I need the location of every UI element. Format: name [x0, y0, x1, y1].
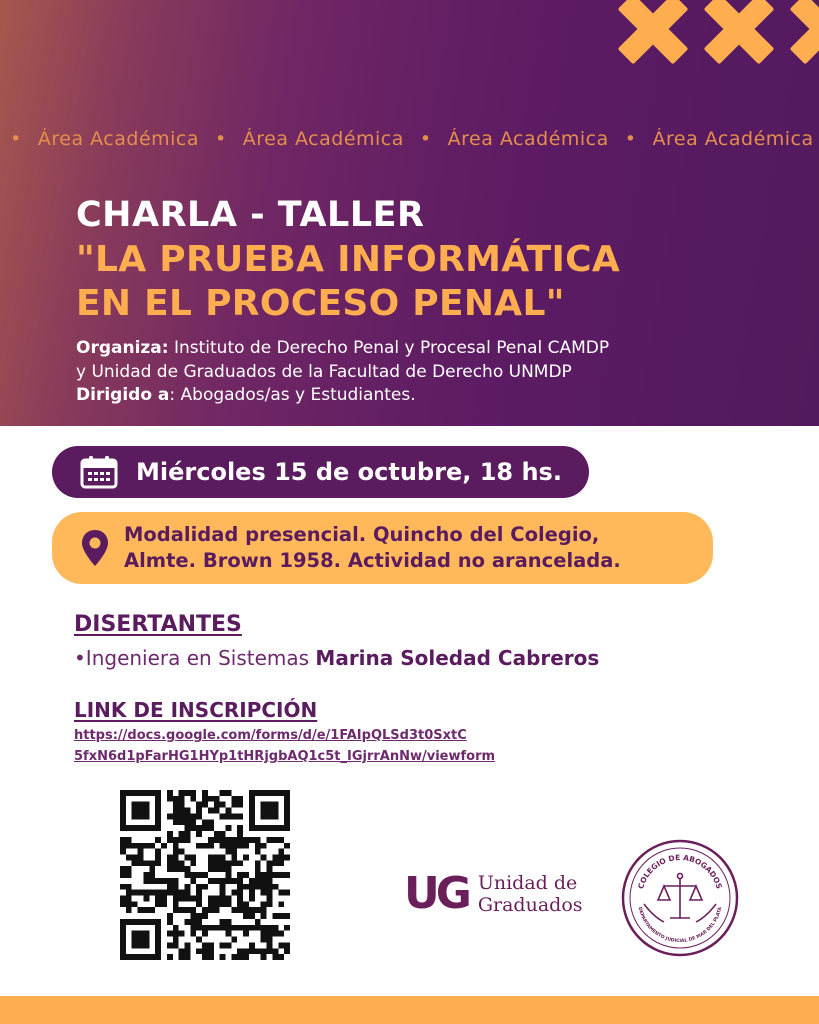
organiza-line-2: y Unidad de Graduados de la Facultad de Derecho UNMDP [76, 361, 572, 382]
location-line: Almte. Brown 1958. Actividad no arancelada. [124, 549, 621, 572]
x-mark-icon [702, 0, 776, 66]
x-mark-icon [616, 0, 690, 66]
area-academica-band: • Área Académica • Área Académica • Área Académica • Área Académica [10, 128, 814, 150]
colegio-abogados-seal [620, 838, 740, 958]
speaker-item: •Ingeniera en Sistemas Marina Soledad Cabreros [74, 646, 600, 670]
location-pin-icon [80, 529, 110, 567]
decorative-x-marks [616, 0, 819, 66]
footer-bar [0, 996, 819, 1024]
location-text [124, 522, 621, 574]
calendar-icon [80, 455, 118, 489]
svg-text:COLEGIO DE ABOGADOS: COLEGIO DE ABOGADOS [636, 852, 724, 890]
organizer-info [76, 337, 609, 408]
svg-text:DEPARTAMENTO JUDICIAL DE MAR D: DEPARTAMENTO JUDICIAL DE MAR DEL PLATA [636, 906, 724, 945]
title-line: "LA PRUEBA INFORMÁTICA [76, 239, 621, 280]
header-banner [0, 0, 819, 426]
event-main-title [76, 238, 620, 326]
location-pill [52, 512, 713, 584]
title-line: EN EL PROCESO PENAL" [76, 283, 565, 324]
dirigido-line: Dirigido a: Abogados/as y Estudiantes. [76, 385, 416, 405]
qr-code[interactable] [120, 790, 290, 960]
unidad-graduados-logo [404, 868, 583, 919]
event-type-title: CHARLA - TALLER [76, 195, 425, 235]
scales-icon [658, 874, 702, 919]
location-line: Modalidad presencial. Quincho del Colegio, [124, 523, 600, 546]
date-pill [52, 446, 589, 498]
organiza-line: Organiza: Instituto de Derecho Penal y Procesal Penal CAMDP [76, 338, 610, 358]
x-mark-icon [788, 0, 819, 66]
disertantes-heading: DISERTANTES [74, 612, 242, 637]
date-text: Miércoles 15 de octubre, 18 hs. [136, 458, 562, 486]
inscripcion-heading: LINK DE INSCRIPCIÓN [74, 698, 318, 722]
registration-link[interactable]: https://docs.google.com/forms/d/e/1FAIpQLSd3t0SxtC 5fxN6d1pFarHG1HYp1tHRjgbAQ1c5t_IGjrrAnNw/viewform [74, 728, 496, 764]
ug-mark: UG [404, 868, 468, 919]
speaker-name: Marina Soledad Cabreros [315, 646, 600, 670]
ug-text: Unidad de Graduados [477, 871, 583, 916]
